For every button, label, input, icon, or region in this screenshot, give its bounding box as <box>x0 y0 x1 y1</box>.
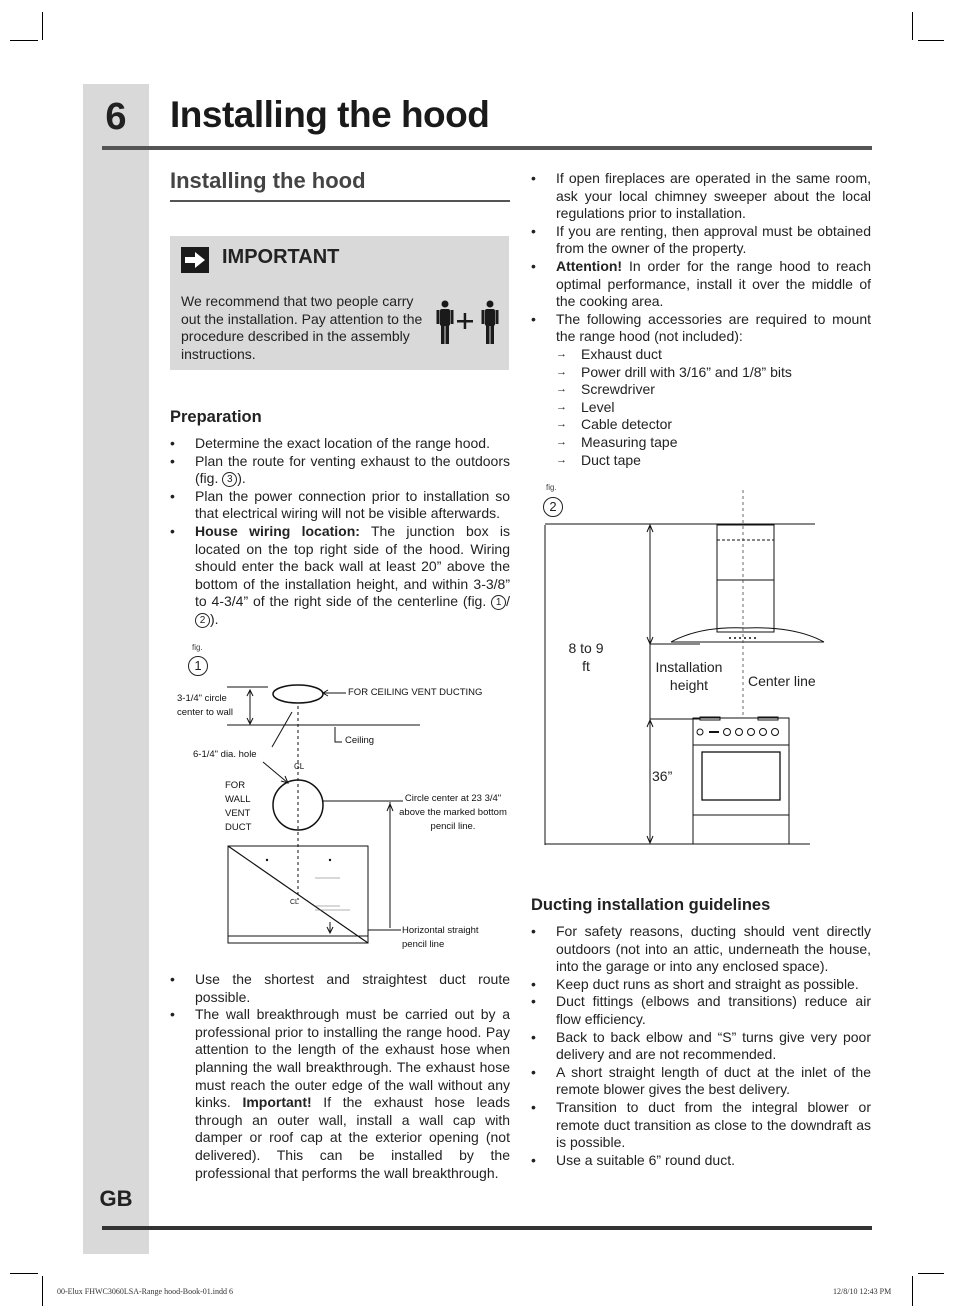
list-item-text: If you are renting, then approval must be obtained from the owner of the property. <box>556 222 871 257</box>
ducting-list <box>531 923 871 1169</box>
ceiling-label: Ceiling <box>345 735 375 746</box>
requirements-list <box>531 170 871 469</box>
chapter-sidebar <box>83 84 149 1254</box>
list-item: • Use a suitable 6” round duct. <box>531 1152 871 1170</box>
list-item: • For safety reasons, ducting should vent directly outdoors (not into an attic, underneath the house, into the garage or into any enclosed space). <box>531 923 871 976</box>
list-item <box>531 223 871 258</box>
list-item-text: If open fireplaces are operated in the same room, ask your local chimney sweeper about the local regulations prior to installation. <box>556 170 871 222</box>
crop-mark <box>42 12 43 40</box>
accessory-item: → Power drill with 3/16” and 1/8” bits <box>556 364 871 382</box>
list-item-text: Determine the exact location of the range hood. <box>195 435 490 451</box>
list-item-text: Use the shortest and straightest duct route possible. <box>195 971 510 1005</box>
crop-mark <box>912 1276 913 1306</box>
list-item <box>531 258 871 311</box>
two-people-icon <box>432 300 504 346</box>
centerline-label: CL <box>294 762 305 771</box>
figure-ref: 1 <box>491 595 506 610</box>
accessories-list <box>556 346 871 469</box>
list-item-text: ). <box>210 610 219 627</box>
accessory-item: → Cable detector <box>556 416 871 434</box>
list-item-text: The wall breakthrough must be carried out by a professional prior to installing the range hood. Pay attention to the length of the exhaust hose when planning the wall breakthrough. The exhaust hose must reach the outer edge of the wall without any kinks. <box>195 1006 510 1111</box>
section-title: Installing the hood <box>170 168 366 193</box>
crop-mark <box>918 1273 944 1274</box>
accessory-item: → Measuring tape <box>556 434 871 452</box>
list-item: • Keep duct runs as short and straight as possible. <box>531 976 871 994</box>
language-tab: GB <box>99 1186 133 1211</box>
horizontal-line-label: Horizontal straight pencil line <box>402 925 479 950</box>
separator: / <box>506 593 510 610</box>
template-centerline-label: CL <box>290 899 299 906</box>
crop-mark <box>10 40 38 41</box>
accessory-item: → Screwdriver <box>556 381 871 399</box>
list-item <box>170 1006 510 1182</box>
page-title: Installing the hood <box>170 94 490 135</box>
important-box <box>170 236 509 370</box>
crop-mark <box>912 12 913 40</box>
ducting-heading: Ducting installation guidelines <box>531 896 771 914</box>
preparation-heading: Preparation <box>170 408 262 426</box>
ceiling-vent-label: FOR CEILING VENT DUCTING <box>348 687 483 698</box>
figure-ref: 3 <box>222 472 237 487</box>
crop-mark <box>918 40 944 41</box>
list-item-text: In order for the range hood to reach optimal performance, install it over the middle of the cooking area. <box>556 257 871 310</box>
list-item-text: If the exhaust hose leads through an outer wall, install a wall cap with damper or roof cap at the exterior opening (not delivered). This can be installed by the professional that performs the wall breakthrough. <box>195 1094 510 1181</box>
installation-height-label: Installation height <box>655 659 723 693</box>
figure-ref: 2 <box>195 613 210 628</box>
total-height-label: 8 to 9 ft <box>568 640 604 674</box>
figure-number: 2 <box>543 497 563 517</box>
bold-label: Important! <box>242 1094 312 1111</box>
wall-vent-label: FOR WALL VENT DUCT <box>225 780 252 833</box>
list-item: • Back to back elbow and “S” turns give very poor delivery and are not recommended. <box>531 1029 871 1064</box>
list-item-text: Plan the route for venting exhaust to the outdoors (fig. <box>195 452 510 487</box>
range-height-label: 36” <box>652 768 673 784</box>
important-heading: IMPORTANT <box>222 246 340 268</box>
footer-date: 12/8/10 12:43 PM <box>833 1287 892 1296</box>
bold-label: Attention! <box>556 257 623 274</box>
crop-mark <box>10 1273 38 1274</box>
footer-file: 00-Elux FHWC3060LSA-Range hood-Book-01.indd 6 <box>57 1287 233 1296</box>
list-item <box>170 435 510 453</box>
figure-number: 1 <box>188 656 208 676</box>
figure-label: fig. <box>192 643 203 652</box>
list-item <box>170 453 510 488</box>
list-item <box>170 488 510 523</box>
figure-label: fig. <box>546 483 557 492</box>
duct-route-list <box>170 971 510 1182</box>
list-item-text: Plan the power connection prior to installation so that electrical wiring will not be visible afterwards. <box>195 487 510 522</box>
accessory-item: → Level <box>556 399 871 417</box>
bottom-rule <box>102 1226 872 1230</box>
list-item <box>170 523 510 629</box>
list-item: • Duct fittings (elbows and transitions) reduce air flow efficiency. <box>531 993 871 1028</box>
list-item-text: The following accessories are required to mount the range hood (not included): <box>556 310 871 345</box>
list-item-text: The junction box is located on the top right side of the hood. Wiring should enter the back wall at least 20” above the bottom of the installation height, and within 3-3/8” to 4-3/4” of the right side of the centerline (fig. <box>195 522 510 610</box>
crop-mark <box>42 1276 43 1306</box>
list-item <box>170 971 510 1006</box>
arrow-right-icon <box>181 247 209 273</box>
accessory-item: → Exhaust duct <box>556 346 871 364</box>
accessory-item: → Duct tape <box>556 452 871 470</box>
center-line-label: Center line <box>748 673 816 689</box>
section-rule <box>170 200 510 202</box>
list-item-text: ). <box>237 470 246 487</box>
list-item <box>531 311 871 469</box>
circle-center-note: Circle center at 23 3/4" above the marked bottom pencil line. <box>399 793 507 832</box>
circle-center-to-wall-label: 3-1/4" circle center to wall <box>177 693 233 718</box>
list-item: • A short straight length of duct at the inlet of the remote blower gives the best delivery. <box>531 1064 871 1099</box>
list-item: • Transition to duct from the integral blower or remote duct transition as close to the downdraft as is possible. <box>531 1099 871 1152</box>
list-item <box>531 170 871 223</box>
hole-label: 6-1/4" dia. hole <box>193 749 257 760</box>
chapter-number: 6 <box>105 96 127 138</box>
preparation-list <box>170 435 510 629</box>
important-text: We recommend that two people carry out the installation. Pay attention to the procedure described in the assembly instructions. <box>181 293 423 362</box>
title-rule <box>102 146 872 150</box>
bold-label: House wiring location: <box>195 522 360 539</box>
